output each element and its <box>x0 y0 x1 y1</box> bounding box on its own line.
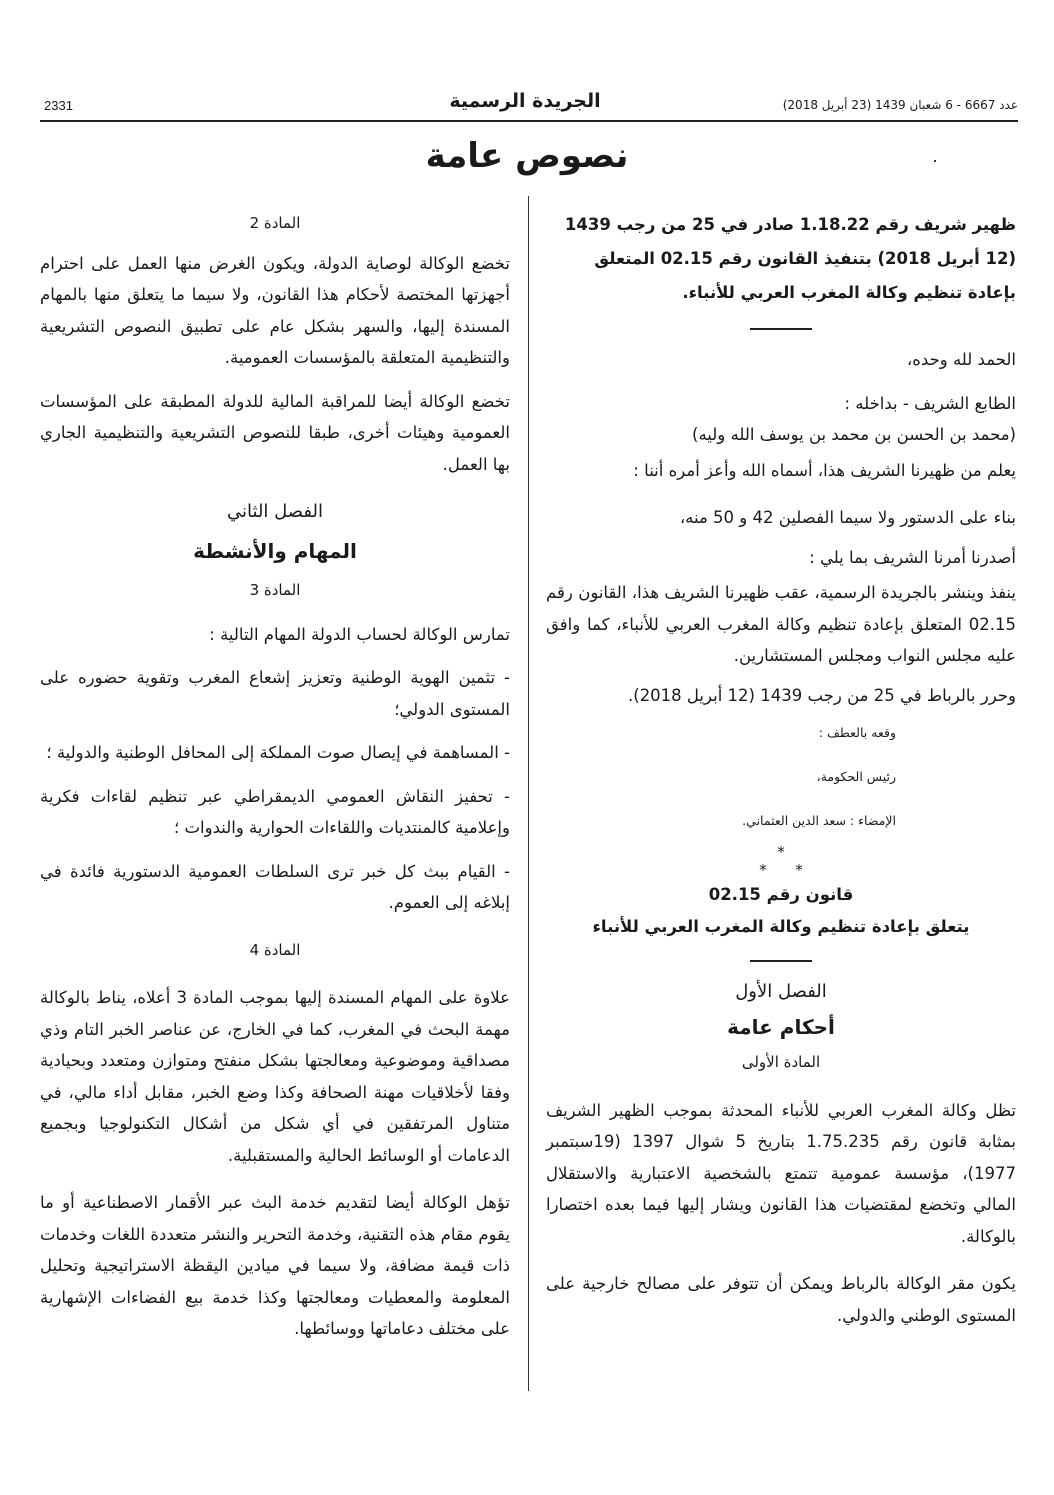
law-number: قانون رقم 02.15 <box>708 885 854 904</box>
issue-info: عدد 6667 - 6 شعبان 1439 (23 أبريل 2018) <box>782 98 1018 112</box>
page-number: 2331 <box>44 98 73 113</box>
dahir-title: ظهير شريف رقم 1.18.22 صادر في 25 من رجب 1439 (12 أبريل 2018) بتنفيذ القانون رقم 02.15 المتعلق بإعادة تنظيم وكالة المغرب العربي للأنباء. <box>564 215 1016 302</box>
article-three-item: - القيام ببث كل خبر ترى السلطات العمومية الدستورية فائدة في إبلاغه إلى العموم. <box>40 861 510 912</box>
chapter-two: الفصل الثاني <box>227 501 323 522</box>
article-three-item: - تثمين الهوية الوطنية وتعزيز إشعاع المغرب وتقوية حضوره على المستوى الدولي؛ <box>40 668 510 719</box>
announce-line: يعلم من ظهيرنا الشريف هذا، أسماه الله وأعز أمره أننا : <box>633 460 1016 480</box>
countersign-label: وقعه بالعطف : <box>818 725 896 740</box>
article-three-label: المادة 3 <box>249 581 301 599</box>
section-title: نصوص عامة <box>425 136 629 176</box>
right-column <box>546 208 1016 1331</box>
article-one-paragraph-2: يكون مقر الوكالة بالرباط ويمكن أن تتوفر على مصالح خارجية على المستوى الوطني والدولي. <box>546 1274 1016 1325</box>
execute-paragraph: ينفذ وينشر بالجريدة الرسمية، عقب ظهيرنا الشريف هذا، القانون رقم 02.15 المتعلق بإعادة تنظيم وكالة المغرب العربي للأنباء، كما وافق عليه مجلس النواب ومجلس المستشارين. <box>546 583 1016 665</box>
article-three-item: - المساهمة في إيصال صوت المملكة إلى المحافل الوطنية والدولية ؛ <box>46 743 510 762</box>
article-three-intro: تمارس الوكالة لحساب الدولة المهام التالية : <box>209 624 510 644</box>
seal-label: الطابع الشريف - بداخله : <box>844 393 1016 413</box>
article-three-item: - تحفيز النقاش العمومي الديمقراطي عبر تنظيم لقاءات فكرية وإعلامية كالمنتديات واللقاءات الحوارية والندوات ؛ <box>40 786 510 837</box>
signature-block <box>546 711 1016 843</box>
done-at-line: وحرر بالرباط في 25 من رجب 1439 (12 أبريل 2018). <box>628 685 1016 705</box>
article-four-label: المادة 4 <box>249 940 301 959</box>
article-four-paragraph-2: تؤهل الوكالة أيضا لتقديم خدمة البث عبر الأقمار الاصطناعية أو ما يقوم مقام هذه التقنية، وخدمة التحرير والنشر متعددة اللغات وخدمات ذات قيمة مضافة، ولا سيما في ميادين اليقظة الاستراتيجية وتحليل المعلومة والمعطيات ومعالجتها وكذا خدمة بيع الفضاءات الإشهارية على مختلف دعاماتها ووسائطها. <box>40 1193 510 1338</box>
chapter-one: الفصل الأول <box>735 981 827 1002</box>
asterisks-divider: * * * <box>759 843 803 879</box>
article-one-label: المادة الأولى <box>741 1053 821 1071</box>
article-two-label: المادة 2 <box>249 214 301 232</box>
article-two-paragraph-2: تخضع الوكالة أيضا للمراقبة المالية للدولة المطبقة على المؤسسات العمومية وهيئات أخرى، طبقا للنصوص التشريعية والتنظيمية الجاري بها العمل. <box>40 391 510 474</box>
praise-line: الحمد لله وحده، <box>906 350 1016 369</box>
issued-line: أصدرنا أمرنا الشريف بما يلي : <box>809 547 1016 567</box>
separator-rule <box>750 328 812 330</box>
signature-line: الإمضاء : سعد الدين العثماني. <box>742 813 896 828</box>
left-column <box>40 208 510 1345</box>
journal-name: الجريدة الرسمية <box>449 90 601 112</box>
column-divider <box>528 196 529 1391</box>
header-rule <box>40 120 1018 122</box>
seal-name: (محمد بن الحسن بن محمد بن يوسف الله وليه) <box>692 425 1016 444</box>
chapter-one-title: أحكام عامة <box>727 1014 835 1039</box>
separator-rule-2 <box>750 960 812 962</box>
speck <box>934 160 936 162</box>
chapter-two-title: المهام والأنشطة <box>193 538 357 563</box>
article-two-paragraph: تخضع الوكالة لوصاية الدولة، ويكون الغرض منها العمل على احترام أجهزتها المختصة لأحكام هذا القانون، ولا سيما ما يتعلق منها بالمهام المسندة إليها، والسهر بشكل عام على تطبيق النصوص التشريعية والتنظيمية المتعلقة بالمؤسسات العمومية. <box>40 253 510 367</box>
article-four-paragraph: علاوة على المهام المسندة إليها بموجب المادة 3 أعلاه، يناط بالوكالة مهمة البحث في المغرب، كما في الخارج، عن عناصر الخبر التام وذي مصداقية وموضوعية ومعالجتها بشكل منفتح ومتوازن ومتعدد وبحيادية وفقا لأخلاقيات مهنة الصحافة وكذا وضع الخبر، مقابل أداء مالي، في متناول المرتفقين في أي شكل من أشكال التكنولوجيا وبجميع الدعامات أو الوسائط الحالية والمستقبلية. <box>40 988 510 1165</box>
head-of-government: رئيس الحكومة، <box>816 769 896 784</box>
article-one-paragraph: تظل وكالة المغرب العربي للأنباء المحدثة بموجب الظهير الشريف بمثابة قانون رقم 1.75.235 بتاريخ 5 شوال 1397 (19سبتمبر 1977)، مؤسسة عمومية تتمتع بالشخصية الاعتبارية والاستقلال المالي وتخضع لمقتضيات هذا القانون ويشار إليها فيما بعده اختصارا بالوكالة. <box>546 1100 1016 1246</box>
based-on-line: بناء على الدستور ولا سيما الفصلين 42 و 50 منه، <box>679 508 1016 527</box>
law-title: يتعلق بإعادة تنظيم وكالة المغرب العربي للأنباء <box>592 916 970 936</box>
